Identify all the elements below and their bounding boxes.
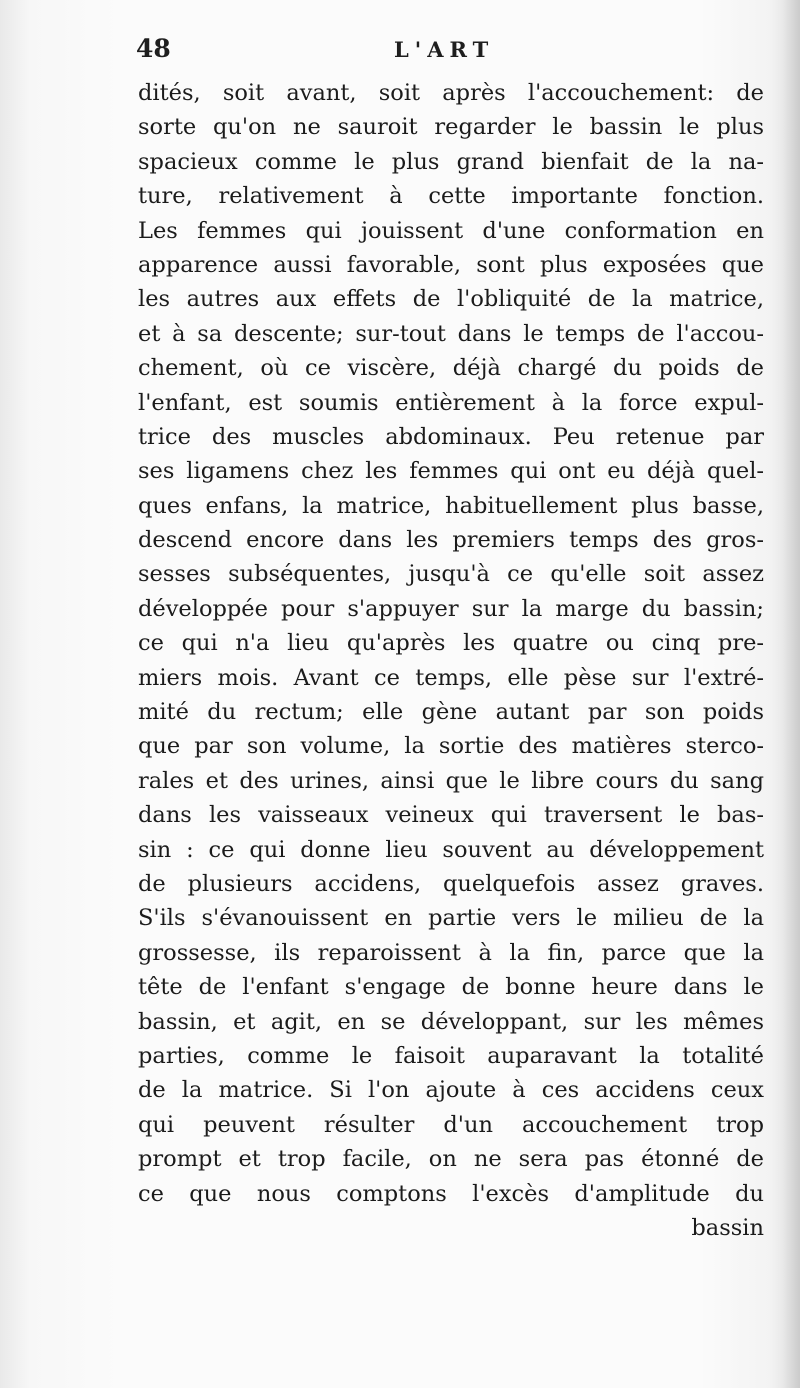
text-line: apparence aussi favorable, sont plus exposées que xyxy=(138,251,764,278)
text-line: sesses subséquentes, jusqu'à ce qu'elle soit assez xyxy=(138,561,764,588)
text-line: qui peuvent résulter d'un accouchement trop xyxy=(138,1111,764,1138)
text-line: développée pour s'appuyer sur la marge du bassin; xyxy=(138,595,764,622)
text-line: bassin, et agit, en se développant, sur les mêmes xyxy=(138,1008,764,1035)
body-text xyxy=(138,76,764,1245)
text-line: ture, relativement à cette importante fonction. xyxy=(138,183,764,210)
text-line: rales et des urines, ainsi que le libre cours du sang xyxy=(138,767,764,794)
text-line: descend encore dans les premiers temps des gros- xyxy=(138,527,764,554)
text-line: chement, où ce viscère, déjà chargé du poids de xyxy=(138,355,764,382)
text-line: ques enfans, la matrice, habituellement plus basse, xyxy=(138,492,764,519)
text-line: sorte qu'on ne sauroit regarder le bassin le plus xyxy=(138,114,764,141)
text-line: miers mois. Avant ce temps, elle pèse sur l'extré- xyxy=(138,664,764,691)
text-line: trice des muscles abdominaux. Peu retenue par xyxy=(138,423,764,450)
text-line: S'ils s'évanouissent en partie vers le milieu de la xyxy=(138,905,764,932)
page-edge-shadow xyxy=(782,0,800,1388)
text-line: dans les vaisseaux veineux qui traversent le bas- xyxy=(138,802,764,829)
text-line: parties, comme le faisoit auparavant la totalité xyxy=(138,1042,764,1069)
text-line: de la matrice. Si l'on ajoute à ces accidens ceux xyxy=(138,1077,764,1104)
text-line: et à sa descente; sur-tout dans le temps de l'accou- xyxy=(138,320,764,347)
text-line: grossesse, ils reparoissent à la fin, parce que la xyxy=(138,939,764,966)
text-line: prompt et trop facile, on ne sera pas étonné de xyxy=(138,1146,764,1173)
text-line: mité du rectum; elle gène autant par son poids xyxy=(138,699,764,726)
text-line: ce qui n'a lieu qu'après les quatre ou cinq pre- xyxy=(138,630,764,657)
text-line: tête de l'enfant s'engage de bonne heure dans le xyxy=(138,974,764,1001)
text-line: dités, soit avant, soit après l'accouchement: de xyxy=(138,80,764,106)
text-line: ses ligamens chez les femmes qui ont eu déjà quel- xyxy=(138,458,764,485)
running-title: L'ART xyxy=(394,37,495,62)
catchword: bassin xyxy=(691,1214,764,1241)
page-number: 48 xyxy=(136,34,171,63)
text-line: Les femmes qui jouissent d'une conformation en xyxy=(138,217,764,244)
text-line: les autres aux effets de l'obliquité de la matrice, xyxy=(138,286,764,313)
text-line: que par son volume, la sortie des matières sterco- xyxy=(138,733,764,760)
text-line: sin : ce qui donne lieu souvent au développement xyxy=(138,836,764,863)
text-line: spacieux comme le plus grand bienfait de la na- xyxy=(138,148,764,175)
text-line: l'enfant, est soumis entièrement à la force expul- xyxy=(138,389,764,416)
text-line: de plusieurs accidens, quelquefois assez graves. xyxy=(138,870,764,897)
page-header xyxy=(136,34,760,68)
text-line: ce que nous comptons l'excès d'amplitude du xyxy=(138,1180,764,1207)
